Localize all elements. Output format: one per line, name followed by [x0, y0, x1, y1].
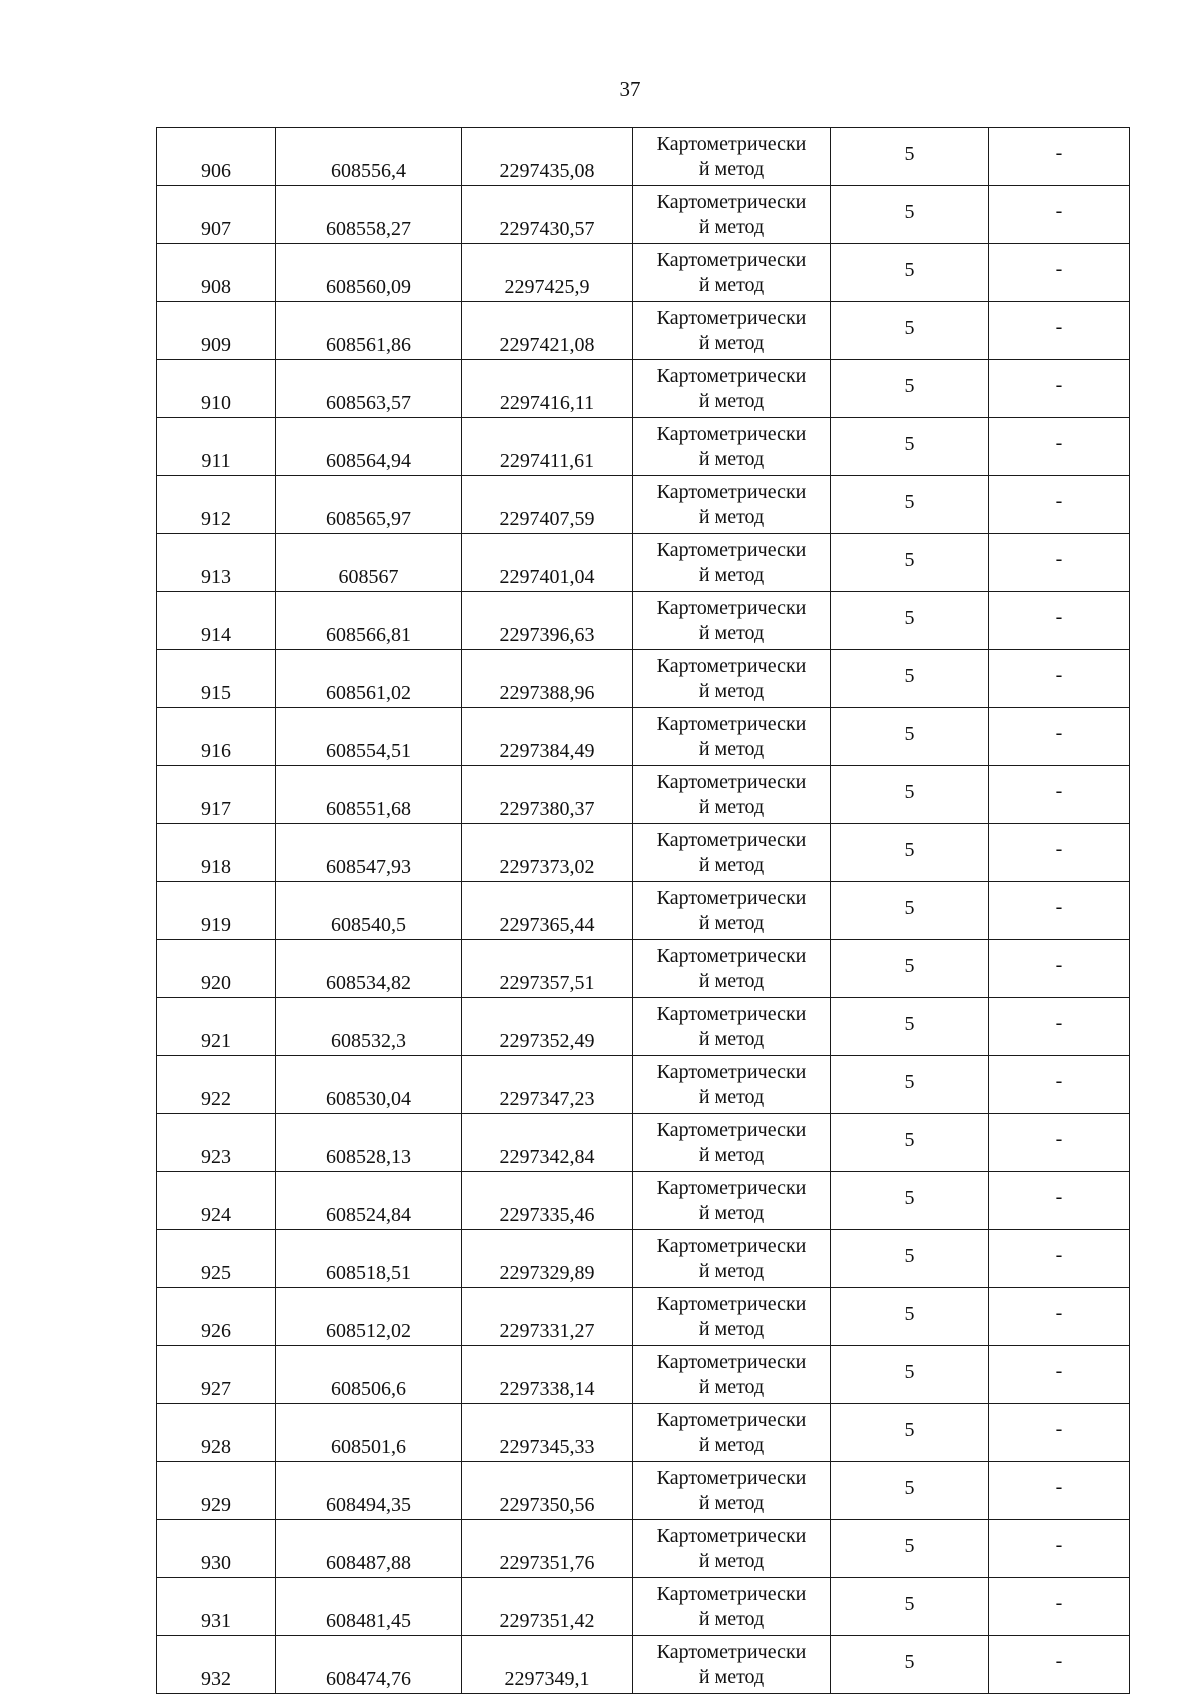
x-coordinate-cell: 608528,13	[276, 1114, 462, 1172]
method-cell	[633, 940, 831, 998]
note-cell: -	[989, 766, 1130, 824]
point-number-cell: 926	[157, 1288, 276, 1346]
point-number-cell: 924	[157, 1172, 276, 1230]
accuracy-cell: 5	[831, 998, 989, 1056]
point-number-cell: 913	[157, 534, 276, 592]
y-coordinate-cell: 2297351,76	[462, 1520, 633, 1578]
y-coordinate-cell: 2297435,08	[462, 128, 633, 186]
method-cell	[633, 1346, 831, 1404]
point-number-cell: 917	[157, 766, 276, 824]
point-number-cell: 908	[157, 244, 276, 302]
accuracy-cell: 5	[831, 1114, 989, 1172]
method-line2: й метод	[698, 1027, 765, 1050]
table-row	[157, 940, 1130, 998]
note-cell: -	[989, 998, 1130, 1056]
y-coordinate-cell: 2297425,9	[462, 244, 633, 302]
point-number-cell: 914	[157, 592, 276, 650]
method-cell	[633, 998, 831, 1056]
table-row	[157, 998, 1130, 1056]
accuracy-cell: 5	[831, 1056, 989, 1114]
note-cell: -	[989, 1056, 1130, 1114]
x-coordinate-cell: 608563,57	[276, 360, 462, 418]
method-cell	[633, 1462, 831, 1520]
method-cell	[633, 1520, 831, 1578]
method-line1: Картометрически	[656, 596, 807, 619]
point-number-cell: 921	[157, 998, 276, 1056]
method-line2: й метод	[698, 1607, 765, 1630]
table-row	[157, 1578, 1130, 1636]
point-number-cell: 919	[157, 882, 276, 940]
x-coordinate-cell: 608556,4	[276, 128, 462, 186]
accuracy-cell: 5	[831, 1636, 989, 1694]
table-row	[157, 708, 1130, 766]
method-line2: й метод	[698, 1317, 765, 1340]
method-cell	[633, 476, 831, 534]
accuracy-cell: 5	[831, 186, 989, 244]
note-cell: -	[989, 708, 1130, 766]
note-cell: -	[989, 1346, 1130, 1404]
method-cell	[633, 1578, 831, 1636]
table-row	[157, 186, 1130, 244]
note-cell: -	[989, 128, 1130, 186]
accuracy-cell: 5	[831, 128, 989, 186]
table-row	[157, 1404, 1130, 1462]
method-line2: й метод	[698, 1085, 765, 1108]
point-number-cell: 915	[157, 650, 276, 708]
note-cell: -	[989, 1462, 1130, 1520]
accuracy-cell: 5	[831, 940, 989, 998]
method-line2: й метод	[698, 621, 765, 644]
method-line2: й метод	[698, 853, 765, 876]
y-coordinate-cell: 2297342,84	[462, 1114, 633, 1172]
table-row	[157, 824, 1130, 882]
method-cell	[633, 1288, 831, 1346]
table-row	[157, 1636, 1130, 1694]
method-line2: й метод	[698, 795, 765, 818]
method-line1: Картометрически	[656, 1118, 807, 1141]
x-coordinate-cell: 608554,51	[276, 708, 462, 766]
point-number-cell: 907	[157, 186, 276, 244]
point-number-cell: 916	[157, 708, 276, 766]
table-row	[157, 1288, 1130, 1346]
method-cell	[633, 244, 831, 302]
point-number-cell: 920	[157, 940, 276, 998]
y-coordinate-cell: 2297335,46	[462, 1172, 633, 1230]
x-coordinate-cell: 608532,3	[276, 998, 462, 1056]
method-line2: й метод	[698, 969, 765, 992]
method-cell	[633, 1636, 831, 1694]
accuracy-cell: 5	[831, 1172, 989, 1230]
x-coordinate-cell: 608487,88	[276, 1520, 462, 1578]
method-line2: й метод	[698, 215, 765, 238]
accuracy-cell: 5	[831, 534, 989, 592]
x-coordinate-cell: 608506,6	[276, 1346, 462, 1404]
method-line2: й метод	[698, 505, 765, 528]
x-coordinate-cell: 608561,86	[276, 302, 462, 360]
note-cell: -	[989, 1520, 1130, 1578]
method-cell	[633, 302, 831, 360]
y-coordinate-cell: 2297345,33	[462, 1404, 633, 1462]
x-coordinate-cell: 608551,68	[276, 766, 462, 824]
point-number-cell: 906	[157, 128, 276, 186]
y-coordinate-cell: 2297401,04	[462, 534, 633, 592]
y-coordinate-cell: 2297352,49	[462, 998, 633, 1056]
table-row	[157, 1230, 1130, 1288]
x-coordinate-cell: 608565,97	[276, 476, 462, 534]
x-coordinate-cell: 608560,09	[276, 244, 462, 302]
accuracy-cell: 5	[831, 302, 989, 360]
method-cell	[633, 1172, 831, 1230]
note-cell: -	[989, 882, 1130, 940]
accuracy-cell: 5	[831, 1288, 989, 1346]
point-number-cell: 929	[157, 1462, 276, 1520]
accuracy-cell: 5	[831, 708, 989, 766]
accuracy-cell: 5	[831, 1578, 989, 1636]
x-coordinate-cell: 608518,51	[276, 1230, 462, 1288]
table-row	[157, 1462, 1130, 1520]
table-row	[157, 244, 1130, 302]
x-coordinate-cell: 608547,93	[276, 824, 462, 882]
method-line1: Картометрически	[656, 480, 807, 503]
x-coordinate-cell: 608540,5	[276, 882, 462, 940]
method-cell	[633, 592, 831, 650]
method-cell	[633, 1056, 831, 1114]
point-number-cell: 928	[157, 1404, 276, 1462]
point-number-cell: 931	[157, 1578, 276, 1636]
table-body	[157, 128, 1130, 1694]
accuracy-cell: 5	[831, 824, 989, 882]
accuracy-cell: 5	[831, 1462, 989, 1520]
method-line2: й метод	[698, 1549, 765, 1572]
table-row	[157, 534, 1130, 592]
y-coordinate-cell: 2297373,02	[462, 824, 633, 882]
accuracy-cell: 5	[831, 476, 989, 534]
method-line1: Картометрически	[656, 1408, 807, 1431]
method-cell	[633, 1114, 831, 1172]
note-cell: -	[989, 1114, 1130, 1172]
accuracy-cell: 5	[831, 650, 989, 708]
method-cell	[633, 650, 831, 708]
method-line1: Картометрически	[656, 654, 807, 677]
note-cell: -	[989, 534, 1130, 592]
method-cell	[633, 766, 831, 824]
method-line1: Картометрически	[656, 712, 807, 735]
point-number-cell: 922	[157, 1056, 276, 1114]
method-line1: Картометрически	[656, 422, 807, 445]
note-cell: -	[989, 1636, 1130, 1694]
method-line2: й метод	[698, 563, 765, 586]
point-number-cell: 911	[157, 418, 276, 476]
method-line1: Картометрически	[656, 364, 807, 387]
method-cell	[633, 882, 831, 940]
method-cell	[633, 1230, 831, 1288]
point-number-cell: 925	[157, 1230, 276, 1288]
method-line1: Картометрически	[656, 1466, 807, 1489]
method-line2: й метод	[698, 389, 765, 412]
x-coordinate-cell: 608481,45	[276, 1578, 462, 1636]
method-line2: й метод	[698, 911, 765, 934]
point-number-cell: 909	[157, 302, 276, 360]
accuracy-cell: 5	[831, 1404, 989, 1462]
table-row	[157, 650, 1130, 708]
note-cell: -	[989, 1288, 1130, 1346]
note-cell: -	[989, 302, 1130, 360]
x-coordinate-cell: 608524,84	[276, 1172, 462, 1230]
table-row	[157, 766, 1130, 824]
method-line1: Картометрически	[656, 306, 807, 329]
note-cell: -	[989, 244, 1130, 302]
table-row	[157, 1056, 1130, 1114]
y-coordinate-cell: 2297396,63	[462, 592, 633, 650]
method-line1: Картометрически	[656, 1002, 807, 1025]
method-line1: Картометрически	[656, 828, 807, 851]
accuracy-cell: 5	[831, 1346, 989, 1404]
y-coordinate-cell: 2297350,56	[462, 1462, 633, 1520]
method-line1: Картометрически	[656, 886, 807, 909]
y-coordinate-cell: 2297329,89	[462, 1230, 633, 1288]
method-line1: Картометрически	[656, 1176, 807, 1199]
method-line2: й метод	[698, 1259, 765, 1282]
method-line2: й метод	[698, 1665, 765, 1688]
x-coordinate-cell: 608501,6	[276, 1404, 462, 1462]
note-cell: -	[989, 1578, 1130, 1636]
method-line1: Картометрически	[656, 1350, 807, 1373]
point-number-cell: 927	[157, 1346, 276, 1404]
y-coordinate-cell: 2297357,51	[462, 940, 633, 998]
method-line1: Картометрически	[656, 1234, 807, 1257]
table-row	[157, 882, 1130, 940]
method-cell	[633, 186, 831, 244]
table-row	[157, 128, 1130, 186]
note-cell: -	[989, 360, 1130, 418]
y-coordinate-cell: 2297365,44	[462, 882, 633, 940]
method-line2: й метод	[698, 1375, 765, 1398]
method-line1: Картометрически	[656, 1060, 807, 1083]
method-line1: Картометрически	[656, 190, 807, 213]
method-line2: й метод	[698, 273, 765, 296]
note-cell: -	[989, 940, 1130, 998]
y-coordinate-cell: 2297430,57	[462, 186, 633, 244]
method-line2: й метод	[698, 737, 765, 760]
y-coordinate-cell: 2297349,1	[462, 1636, 633, 1694]
table-row	[157, 476, 1130, 534]
y-coordinate-cell: 2297380,37	[462, 766, 633, 824]
note-cell: -	[989, 650, 1130, 708]
note-cell: -	[989, 476, 1130, 534]
accuracy-cell: 5	[831, 360, 989, 418]
note-cell: -	[989, 186, 1130, 244]
note-cell: -	[989, 824, 1130, 882]
method-line2: й метод	[698, 679, 765, 702]
table-row	[157, 1114, 1130, 1172]
x-coordinate-cell: 608567	[276, 534, 462, 592]
x-coordinate-cell: 608558,27	[276, 186, 462, 244]
table-row	[157, 592, 1130, 650]
method-cell	[633, 708, 831, 766]
accuracy-cell: 5	[831, 418, 989, 476]
note-cell: -	[989, 592, 1130, 650]
method-line2: й метод	[698, 157, 765, 180]
accuracy-cell: 5	[831, 1520, 989, 1578]
point-number-cell: 923	[157, 1114, 276, 1172]
note-cell: -	[989, 418, 1130, 476]
method-line2: й метод	[698, 1201, 765, 1224]
page-number: 37	[619, 77, 641, 101]
accuracy-cell: 5	[831, 244, 989, 302]
method-line1: Картометрически	[656, 132, 807, 155]
method-line1: Картометрически	[656, 944, 807, 967]
y-coordinate-cell: 2297411,61	[462, 418, 633, 476]
point-number-cell: 930	[157, 1520, 276, 1578]
note-cell: -	[989, 1230, 1130, 1288]
point-number-cell: 912	[157, 476, 276, 534]
method-line1: Картометрически	[656, 770, 807, 793]
method-line1: Картометрически	[656, 1524, 807, 1547]
point-number-cell: 932	[157, 1636, 276, 1694]
y-coordinate-cell: 2297347,23	[462, 1056, 633, 1114]
x-coordinate-cell: 608512,02	[276, 1288, 462, 1346]
x-coordinate-cell: 608561,02	[276, 650, 462, 708]
method-cell	[633, 534, 831, 592]
method-line1: Картометрически	[656, 1582, 807, 1605]
coordinates-table	[156, 127, 1130, 1694]
table-row	[157, 1172, 1130, 1230]
table-row	[157, 1346, 1130, 1404]
method-line2: й метод	[698, 447, 765, 470]
method-line1: Картометрически	[656, 1640, 807, 1663]
method-cell	[633, 418, 831, 476]
method-line1: Картометрически	[656, 248, 807, 271]
y-coordinate-cell: 2297338,14	[462, 1346, 633, 1404]
accuracy-cell: 5	[831, 766, 989, 824]
accuracy-cell: 5	[831, 882, 989, 940]
point-number-cell: 910	[157, 360, 276, 418]
method-cell	[633, 128, 831, 186]
method-cell	[633, 1404, 831, 1462]
method-line2: й метод	[698, 1491, 765, 1514]
y-coordinate-cell: 2297407,59	[462, 476, 633, 534]
x-coordinate-cell: 608474,76	[276, 1636, 462, 1694]
accuracy-cell: 5	[831, 592, 989, 650]
table-row	[157, 360, 1130, 418]
method-line2: й метод	[698, 331, 765, 354]
y-coordinate-cell: 2297388,96	[462, 650, 633, 708]
x-coordinate-cell: 608534,82	[276, 940, 462, 998]
y-coordinate-cell: 2297421,08	[462, 302, 633, 360]
note-cell: -	[989, 1404, 1130, 1462]
y-coordinate-cell: 2297416,11	[462, 360, 633, 418]
point-number-cell: 918	[157, 824, 276, 882]
y-coordinate-cell: 2297351,42	[462, 1578, 633, 1636]
x-coordinate-cell: 608566,81	[276, 592, 462, 650]
x-coordinate-cell: 608494,35	[276, 1462, 462, 1520]
method-line1: Картометрически	[656, 538, 807, 561]
y-coordinate-cell: 2297384,49	[462, 708, 633, 766]
x-coordinate-cell: 608530,04	[276, 1056, 462, 1114]
method-cell	[633, 360, 831, 418]
table-row	[157, 1520, 1130, 1578]
method-cell	[633, 824, 831, 882]
accuracy-cell: 5	[831, 1230, 989, 1288]
table-row	[157, 418, 1130, 476]
table-row	[157, 302, 1130, 360]
method-line1: Картометрически	[656, 1292, 807, 1315]
x-coordinate-cell: 608564,94	[276, 418, 462, 476]
note-cell: -	[989, 1172, 1130, 1230]
method-line2: й метод	[698, 1143, 765, 1166]
y-coordinate-cell: 2297331,27	[462, 1288, 633, 1346]
method-line2: й метод	[698, 1433, 765, 1456]
